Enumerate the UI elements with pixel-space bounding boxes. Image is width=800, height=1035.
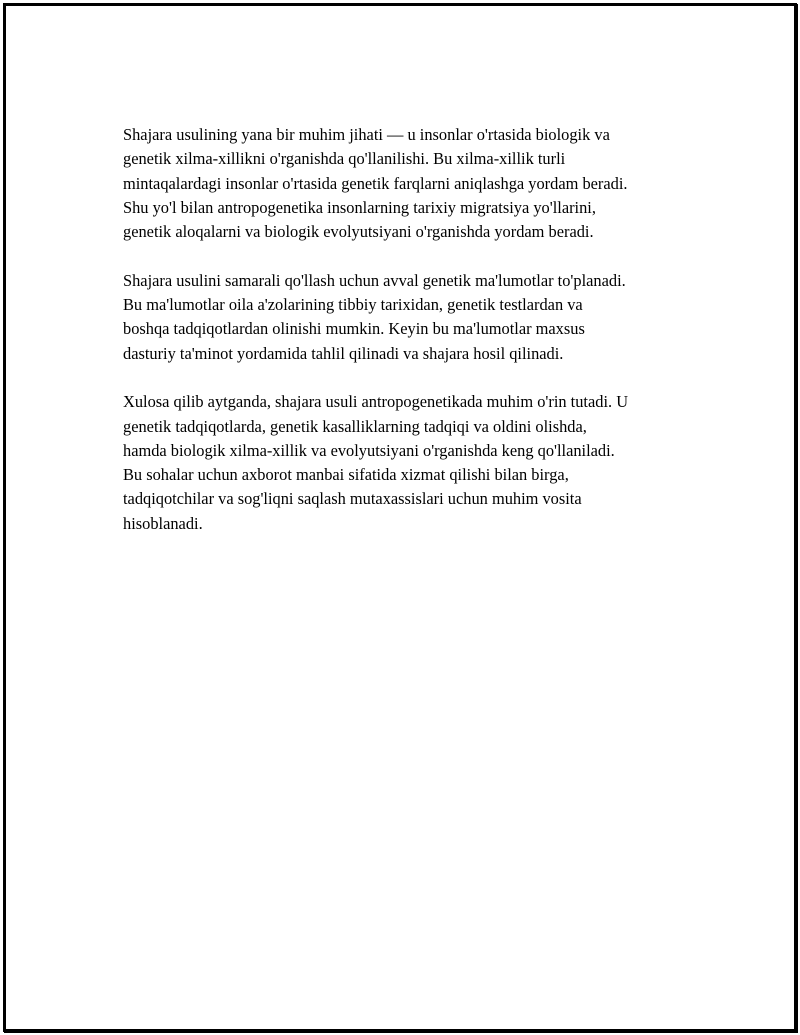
text-line: boshqa tadqiqotlardan olinishi mumkin. Keyin bu ma'lumotlar maxsus (123, 319, 585, 339)
paragraph-1 (123, 123, 703, 244)
text-line: dasturiy ta'minot yordamida tahlil qilinadi va shajara hosil qilinadi. (123, 343, 564, 363)
text-line: Xulosa qilib aytganda, shajara usuli antropogenetikada muhim o'rin tutadi. U (123, 392, 629, 412)
text-line: hisoblanadi. (123, 513, 203, 533)
page-frame (3, 3, 797, 1032)
text-line: genetik xilma-xillikni o'rganishda qo'llanilishi. Bu xilma-xillik turli (123, 149, 566, 169)
text-line: Bu sohalar uchun axborot manbai sifatida xizmat qilishi bilan birga, (123, 465, 569, 485)
text-line: mintaqalardagi insonlar o'rtasida genetik farqlarni aniqlashga yordam beradi. (123, 173, 628, 193)
paragraph-3 (123, 390, 703, 536)
text-line: genetik aloqalarni va biologik evolyutsiyani o'rganishda yordam beradi. (123, 222, 594, 242)
text-line: Shajara usulining yana bir muhim jihati — u insonlar o'rtasida biologik va (123, 125, 610, 144)
text-line: Shu yo'l bilan antropogenetika insonlarning tarixiy migratsiya yo'llarini, (123, 197, 596, 217)
text-line: hamda biologik xilma-xillik va evolyutsiyani o'rganishda keng qo'llaniladi. (123, 440, 615, 460)
paragraph-2 (123, 269, 703, 366)
document-body (123, 123, 703, 560)
text-line: Shajara usulini samarali qo'llash uchun avval genetik ma'lumotlar to'planadi. (123, 270, 626, 290)
text-line: tadqiqotchilar va sog'liqni saqlash mutaxassislari uchun muhim vosita (123, 489, 582, 509)
text-line: genetik tadqiqotlarda, genetik kasalliklarning tadqiqi va oldini olishda, (123, 416, 587, 436)
text-line: Bu ma'lumotlar oila a'zolarining tibbiy tarixidan, genetik testlardan va (123, 295, 583, 315)
